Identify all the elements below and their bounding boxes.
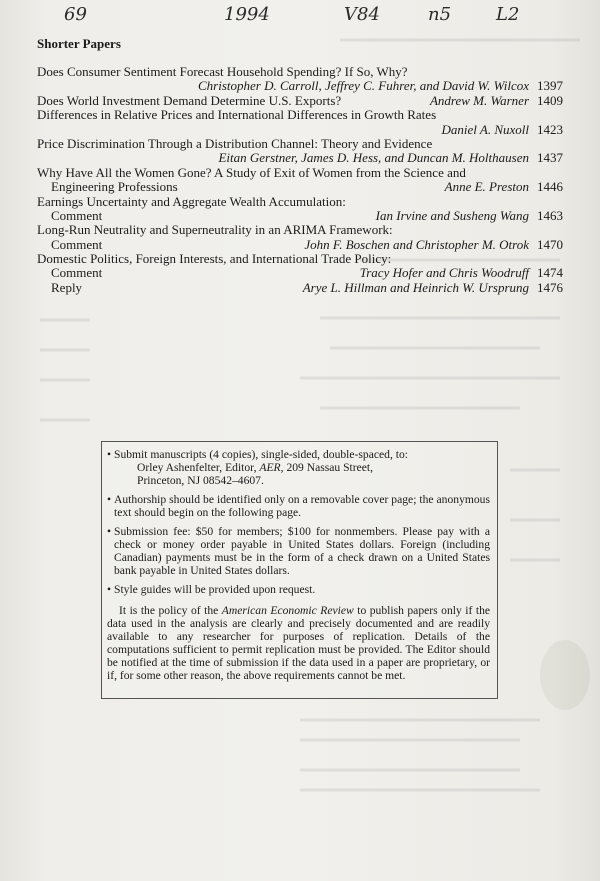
fee-note <box>107 525 490 577</box>
toc-authors: Christopher D. Carroll, Jeffrey C. Fuhrer, and David W. Wilcox <box>198 78 529 94</box>
toc-line <box>37 180 563 194</box>
toc-page-number: 1409 <box>537 92 563 108</box>
toc-line <box>37 137 563 151</box>
address-text-tail: , 209 Nassau Street, <box>280 461 374 474</box>
toc-article-title: Earnings Uncertainty and Aggregate Wealth Accumulation: <box>37 193 346 209</box>
toc-authors: Tracy Hofer and Chris Woodruff <box>359 265 529 281</box>
policy-text: It is the policy of the <box>119 604 222 617</box>
toc-line <box>37 266 563 280</box>
journal-abbrev: AER <box>259 461 281 474</box>
handwritten-notes <box>0 2 600 32</box>
toc-article-title: Why Have All the Women Gone? A Study of Exit of Women from the Science and <box>37 164 466 180</box>
toc-article-title: Price Discrimination Through a Distribution Channel: Theory and Evidence <box>37 135 433 151</box>
submission-notice-box <box>101 441 498 699</box>
toc-page-number: 1474 <box>537 265 563 281</box>
toc-article-title: Differences in Relative Prices and International Differences in Growth Rates <box>37 107 437 123</box>
editor-address-line1 <box>107 461 490 474</box>
editor-address-line2: Princeton, NJ 08542–4607. <box>137 474 264 487</box>
toc-page-number: 1423 <box>537 121 563 137</box>
bullet: • <box>107 583 112 596</box>
toc-line <box>37 151 563 165</box>
toc-authors: Arye L. Hillman and Heinrich W. Ursprung <box>302 279 529 295</box>
toc-authors: Anne E. Preston <box>444 179 529 195</box>
toc-entry-label: Comment <box>51 265 103 281</box>
toc-line <box>37 252 563 266</box>
toc-entry-label: Comment <box>51 236 103 252</box>
toc-page-number: 1437 <box>537 150 563 166</box>
toc-page-number: 1470 <box>537 236 563 252</box>
toc-line <box>37 108 563 122</box>
toc-line <box>37 123 563 137</box>
toc-article-title: Does Consumer Sentiment Forecast Household Spending? If So, Why? <box>37 64 408 79</box>
toc-article-title: Does World Investment Demand Determine U.S. Exports? <box>37 92 342 108</box>
toc-article-title: Long-Run Neutrality and Superneutrality in an ARIMA Framework: <box>37 222 393 238</box>
toc-page-number: 1476 <box>537 279 563 295</box>
toc-line <box>37 209 563 223</box>
toc-page-number: 1446 <box>537 179 563 195</box>
toc-line <box>37 281 563 295</box>
toc-line <box>37 195 563 209</box>
policy-text-tail: to publish papers only if the data used in the analysis are clearly and precisely documented and are readily available to any researcher for purposes of replication. Details of the computations sufficient to permit replication must be provided. The Editor should be notified at the time of submission if the data used in a paper are proprietary, or if, for some other reason, the above requirements cannot be met. <box>107 604 491 682</box>
toc-page-number: 1463 <box>537 207 563 223</box>
handwritten-note-1: 69 <box>64 4 87 25</box>
bullet: • <box>107 493 112 506</box>
handwritten-note-4: n5 <box>428 4 452 25</box>
fee-text: Submission fee: $50 for members; $100 for nonmembers. Please pay with a check or money order payable in United States dollars. Foreign (including Canadian) payments must be in the form of a check drawn on a United States bank payable in United States dollars. <box>114 525 490 577</box>
table-of-contents <box>37 65 563 295</box>
toc-line <box>37 223 563 237</box>
toc-article-title: Engineering Professions <box>51 179 178 195</box>
toc-article-title: Domestic Politics, Foreign Interests, and International Trade Policy: <box>37 251 392 267</box>
toc-entry-label: Comment <box>51 207 103 223</box>
handwritten-note-3: V84 <box>344 4 380 25</box>
style-note <box>107 583 490 596</box>
address-text: Orley Ashenfelter, Editor, <box>137 461 260 474</box>
toc-page-number: 1397 <box>537 78 563 94</box>
toc-line <box>37 79 563 93</box>
toc-authors: Eitan Gerstner, James D. Hess, and Duncan M. Holthausen <box>218 150 529 166</box>
toc-line <box>37 94 563 108</box>
data-policy-paragraph <box>107 604 490 682</box>
toc-line <box>37 65 563 79</box>
bullet: • <box>107 525 112 538</box>
toc-line <box>37 238 563 252</box>
handwritten-note-2: 1994 <box>224 4 270 25</box>
toc-authors: Daniel A. Nuxoll <box>441 121 529 137</box>
style-text: Style guides will be provided upon request. <box>114 583 316 596</box>
authorship-note <box>107 493 490 519</box>
authorship-text: Authorship should be identified only on a removable cover page; the anonymous text should begin on the following page. <box>114 493 490 519</box>
toc-line <box>37 166 563 180</box>
toc-entry-label: Reply <box>51 279 83 295</box>
section-heading: Shorter Papers <box>37 36 121 51</box>
bullet: • <box>107 448 112 461</box>
journal-name: American Economic Review <box>221 604 354 617</box>
toc-authors: Andrew M. Warner <box>429 92 529 108</box>
submit-note <box>107 448 490 487</box>
handwritten-note-5: L2 <box>496 4 520 25</box>
toc-authors: John F. Boschen and Christopher M. Otrok <box>304 236 529 252</box>
submit-text: Submit manuscripts (4 copies), single-sided, double-spaced, to: <box>114 448 408 461</box>
toc-authors: Ian Irvine and Susheng Wang <box>375 207 529 223</box>
